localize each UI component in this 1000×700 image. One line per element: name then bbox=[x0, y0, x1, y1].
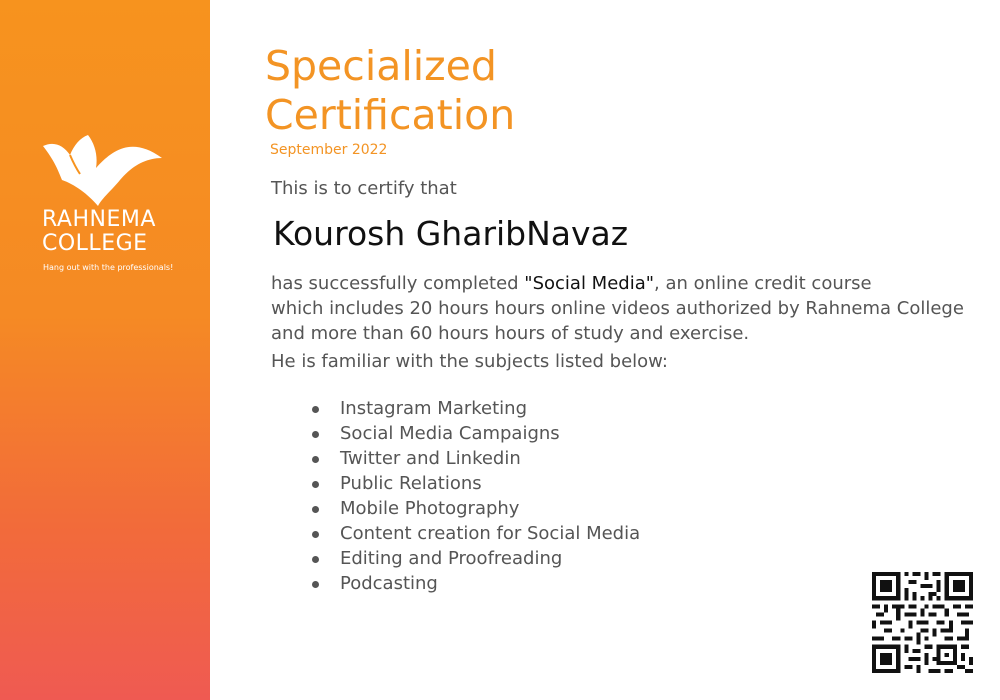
issue-date: September 2022 bbox=[270, 142, 388, 158]
completion-statement bbox=[271, 271, 991, 346]
completion-suffix: , an online credit course bbox=[654, 273, 872, 294]
certificate-title bbox=[265, 42, 515, 140]
subject-item: Social Media Campaigns bbox=[312, 421, 640, 446]
subject-item: Podcasting bbox=[312, 571, 640, 596]
subject-item: Twitter and Linkedin bbox=[312, 446, 640, 471]
title-line2: Certification bbox=[265, 91, 516, 139]
completion-line-3: and more than 60 hours hours of study and exercise. bbox=[271, 323, 750, 344]
brand-tagline: Hang out with the professionals! bbox=[43, 263, 174, 272]
qr-code-icon[interactable] bbox=[872, 572, 973, 673]
subjects-list bbox=[312, 396, 640, 596]
title-line1: Specialized bbox=[265, 42, 497, 90]
subjects-intro: He is familiar with the subjects listed below: bbox=[271, 351, 668, 372]
brand-name-line2: COLLEGE bbox=[42, 231, 148, 256]
completion-line-2: which includes 20 hours hours online videos authorized by Rahnema College bbox=[271, 298, 964, 319]
completion-prefix: has successfully completed bbox=[271, 273, 525, 294]
subject-item: Editing and Proofreading bbox=[312, 546, 640, 571]
completion-line-1 bbox=[271, 271, 991, 296]
subject-item: Public Relations bbox=[312, 471, 640, 496]
course-name: "Social Media" bbox=[524, 273, 655, 294]
recipient-name: Kourosh GharibNavaz bbox=[273, 214, 629, 253]
subject-item: Instagram Marketing bbox=[312, 396, 640, 421]
certify-intro: This is to certify that bbox=[271, 178, 457, 199]
subject-item: Mobile Photography bbox=[312, 496, 640, 521]
subject-item: Content creation for Social Media bbox=[312, 521, 640, 546]
brand-name-line1: RAHNEMA bbox=[42, 207, 156, 232]
